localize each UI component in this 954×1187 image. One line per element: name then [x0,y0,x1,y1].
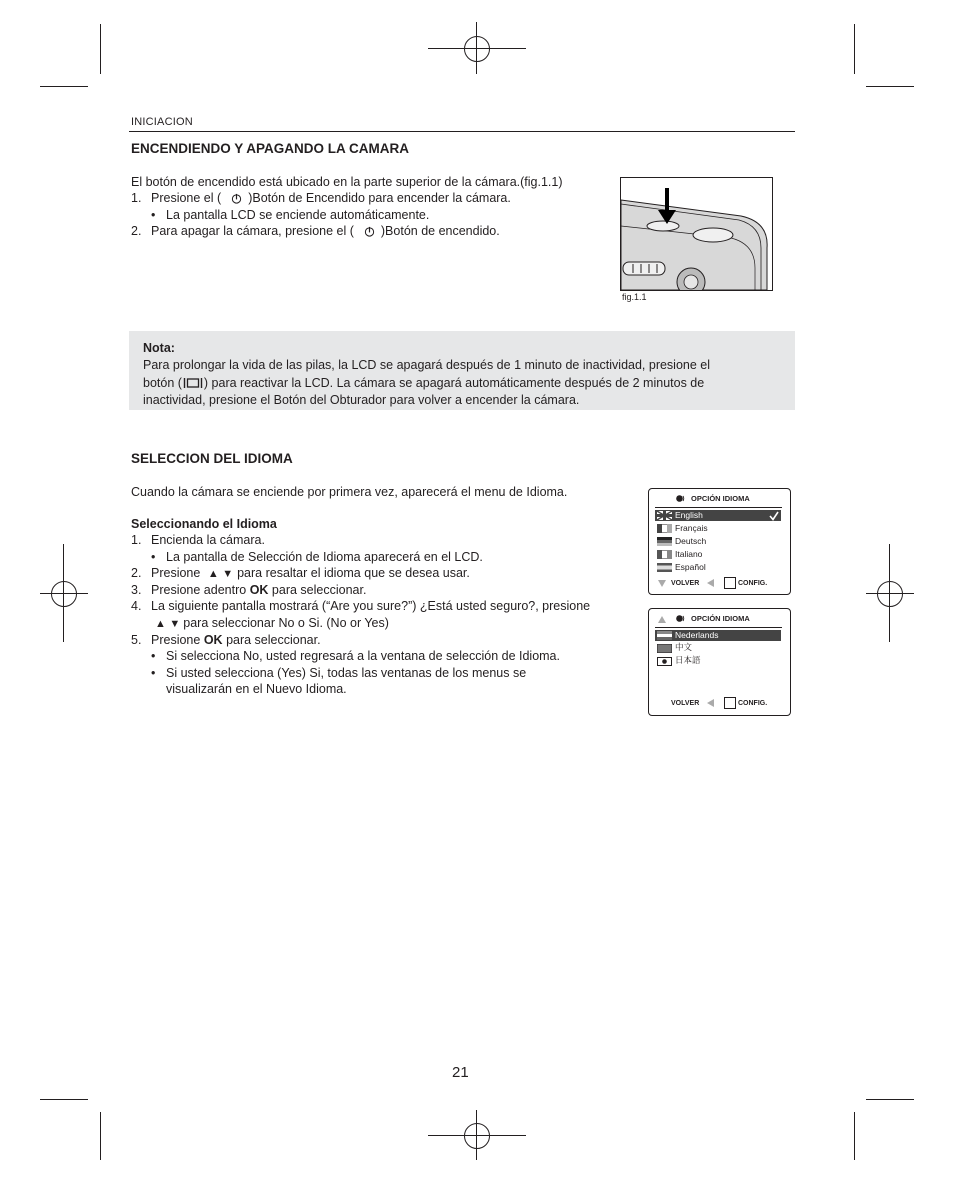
language-step-4: 4. La siguiente pantalla mostrará (“Are you sure?”) ¿Está usted seguro?, presione [131,599,591,614]
language-step-2: 2. Presione ▲ ▼ para resaltar el idioma que se desea usar. [131,565,590,582]
language-step-4-cont: ▲ ▼ para seleccionar No o Si. (No or Yes) [131,615,590,632]
power-icon [364,226,375,237]
step-text: Para apagar la cámara, presione el ( [151,223,354,238]
speaking-head-icon [676,494,686,503]
language-step-3: 3. Presione adentro OK para seleccionar. [131,583,367,598]
down-arrow-icon [658,580,666,587]
step-text: )Botón de Encendido para encender la cámara. [248,191,511,206]
lcd-language-item: Français [655,523,781,534]
spain-flag-icon [657,563,672,572]
lcd-language-item: English [655,510,781,521]
france-flag-icon [657,524,672,533]
language-step-1: 1. Encienda la cámara. [131,533,265,548]
lcd-language-item: Deutsch [655,536,781,547]
lcd-language-menu-1 [648,488,791,595]
language-step-5-bullet-1: • Si selecciona No, usted regresará a la ventana de selección de Idioma. [151,649,560,664]
up-arrow-icon: ▲ [207,567,219,580]
uk-flag-icon [657,511,672,520]
section-title-power: ENCENDIENDO Y APAGANDO LA CAMARA [131,141,410,156]
page-number: 21 [452,1064,469,1081]
camera-top-illustration [621,178,772,290]
lcd-back-label: VOLVER [671,700,700,707]
check-icon [769,511,779,521]
header-rule [129,131,795,132]
lcd-back-label: VOLVER [671,580,700,587]
note-label: Nota: [143,341,175,355]
speaking-head-icon [676,614,686,623]
lcd-language-item: 中文 [655,643,781,654]
step-text: Presione el ( [151,191,222,206]
power-intro: El botón de encendido está ubicado en la parte superior de la cámara.(fig.1.1) [131,175,563,189]
up-arrow-icon: ▲ [155,617,166,630]
language-step-5-bullet-2-cont: visualizarán en el Nuevo Idioma. [166,681,347,696]
figure-caption: fig.1.1 [622,292,647,302]
lcd-language-item: Italiano [655,549,781,560]
note-box [129,331,795,410]
display-button-icon [183,377,203,389]
language-step-5-bullet-2: • Si usted selecciona (Yes) Si, todas las ventanas de los menus se [151,665,527,680]
lcd-language-menu-2 [648,608,791,716]
lcd-config-label: CONFIG. [738,580,768,587]
language-intro: Cuando la cámara se enciende por primera vez, aparecerá el menu de Idioma. [131,485,568,499]
note-line-3: inactividad, presione el Botón del Obturador para volver a encender la cámara. [143,392,580,407]
power-step-1 [131,190,563,206]
language-subheading: Seleccionando el Idioma [131,517,277,531]
camera-figure [620,177,773,291]
section-label: INICIACION [131,116,193,128]
lcd-language-item: Español [655,562,781,573]
step-number: 1. [131,191,142,206]
power-step-2 [131,223,563,239]
left-arrow-icon [707,579,714,587]
bullet-glyph: • [151,207,156,222]
power-bullet-1 [131,207,563,223]
language-steps [131,516,590,697]
left-arrow-icon [707,699,714,707]
lcd-language-item: Nederlands [655,630,781,641]
power-icon [231,193,242,204]
step-number: 2. [131,223,142,238]
japan-flag-icon [657,657,672,666]
ok-button-icon [724,697,736,709]
up-arrow-icon [658,616,666,623]
down-arrow-icon: ▼ [169,617,181,630]
lcd-divider [655,627,782,628]
down-arrow-icon: ▼ [222,567,234,580]
lcd-title: OPCIÓN IDIOMA [691,494,750,503]
language-step-5: 5. Presione OK para seleccionar. [131,633,321,648]
bullet-text: La pantalla LCD se enciende automáticamente. [166,207,430,222]
language-step-1-bullet: • La pantalla de Selección de Idioma aparecerá en el LCD. [151,549,483,564]
netherlands-flag-icon [657,631,672,640]
italy-flag-icon [657,550,672,559]
lcd-language-item: 日本語 [655,656,781,667]
note-line-2: botón ( ) para reactivar la LCD. La cámara se apagará automáticamente después de 2 minutos de [143,375,705,390]
lcd-title: OPCIÓN IDIOMA [691,614,750,623]
note-line-1: Para prolongar la vida de las pilas, la LCD se apagará después de 1 minuto de inactividad, presione el [143,358,711,373]
ok-button-icon [724,577,736,589]
section-title-language: SELECCION DEL IDIOMA [131,451,293,466]
lcd-divider [655,507,782,508]
china-flag-icon [657,644,672,653]
power-instructions [131,174,563,239]
lcd-config-label: CONFIG. [738,700,768,707]
step-text: )Botón de encendido. [380,223,500,238]
germany-flag-icon [657,537,672,546]
